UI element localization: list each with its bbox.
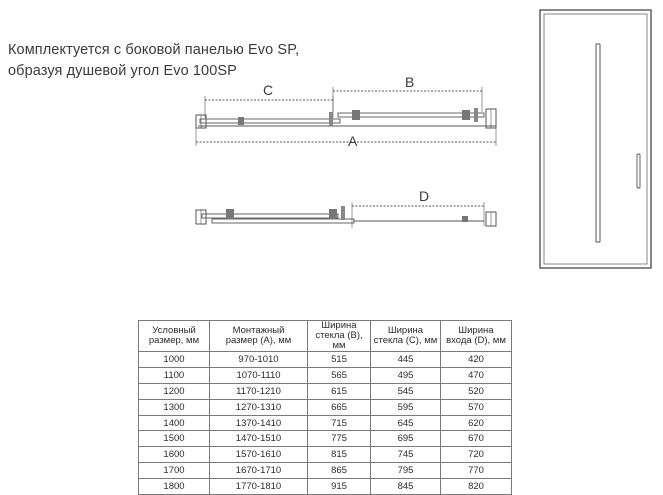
table-cell: 770 bbox=[441, 463, 512, 479]
dimension-d-label: D bbox=[419, 188, 430, 204]
table-cell: 915 bbox=[308, 479, 371, 495]
elevation-view bbox=[540, 10, 651, 268]
table-cell: 820 bbox=[441, 479, 512, 495]
plan-view-closed bbox=[196, 87, 496, 146]
table-cell: 670 bbox=[441, 431, 512, 447]
table-cell: 1170-1210 bbox=[210, 383, 308, 399]
header-entrance-width-d: Ширина входа (D), мм bbox=[441, 321, 512, 352]
table-cell: 520 bbox=[441, 383, 512, 399]
size-table bbox=[138, 320, 512, 495]
table-cell: 1270-1310 bbox=[210, 399, 308, 415]
table-cell: 1670-1710 bbox=[210, 463, 308, 479]
table-cell: 1470-1510 bbox=[210, 431, 308, 447]
table-cell: 1200 bbox=[139, 383, 210, 399]
table-cell: 865 bbox=[308, 463, 371, 479]
table-cell: 795 bbox=[371, 463, 441, 479]
table-row bbox=[139, 463, 512, 479]
table-cell: 1070-1110 bbox=[210, 367, 308, 383]
table-cell: 715 bbox=[308, 415, 371, 431]
table-cell: 445 bbox=[371, 352, 441, 368]
header-glass-width-b: Ширина стекла (B), мм bbox=[308, 321, 371, 352]
table-cell: 775 bbox=[308, 431, 371, 447]
table-cell: 420 bbox=[441, 352, 512, 368]
table-header-row bbox=[139, 321, 512, 352]
table-cell: 515 bbox=[308, 352, 371, 368]
table-cell: 1300 bbox=[139, 399, 210, 415]
header-mounting-size: Монтажный размер (А), мм bbox=[210, 321, 308, 352]
caption-line-1: Комплектуется с боковой панелью Evo SP, bbox=[8, 42, 300, 58]
header-glass-width-c: Ширина стекла (C), мм bbox=[371, 321, 441, 352]
table-row bbox=[139, 399, 512, 415]
table-cell: 620 bbox=[441, 415, 512, 431]
table-cell: 1370-1410 bbox=[210, 415, 308, 431]
table-cell: 745 bbox=[371, 447, 441, 463]
header-nominal-size: Условный размер, мм bbox=[139, 321, 210, 352]
table-cell: 1000 bbox=[139, 352, 210, 368]
table-row bbox=[139, 431, 512, 447]
table-cell: 1400 bbox=[139, 415, 210, 431]
dimension-b-label: B bbox=[405, 74, 415, 90]
table-cell: 695 bbox=[371, 431, 441, 447]
table-cell: 645 bbox=[371, 415, 441, 431]
dimension-c-label: C bbox=[263, 82, 274, 98]
door-handle bbox=[637, 154, 640, 188]
table-row bbox=[139, 415, 512, 431]
table-cell: 665 bbox=[308, 399, 371, 415]
table-row bbox=[139, 383, 512, 399]
table-cell: 1800 bbox=[139, 479, 210, 495]
table-cell: 815 bbox=[308, 447, 371, 463]
table-cell: 1100 bbox=[139, 367, 210, 383]
table-cell: 570 bbox=[441, 399, 512, 415]
table-row bbox=[139, 447, 512, 463]
table-cell: 720 bbox=[441, 447, 512, 463]
table-cell: 565 bbox=[308, 367, 371, 383]
table-cell: 595 bbox=[371, 399, 441, 415]
table-cell: 495 bbox=[371, 367, 441, 383]
table-row bbox=[139, 367, 512, 383]
table-cell: 1570-1610 bbox=[210, 447, 308, 463]
table-cell: 545 bbox=[371, 383, 441, 399]
table-row bbox=[139, 479, 512, 495]
table-cell: 1700 bbox=[139, 463, 210, 479]
table-row bbox=[139, 352, 512, 368]
table-cell: 1500 bbox=[139, 431, 210, 447]
table-cell: 970-1010 bbox=[210, 352, 308, 368]
table-cell: 845 bbox=[371, 479, 441, 495]
table-cell: 1600 bbox=[139, 447, 210, 463]
table-cell: 470 bbox=[441, 367, 512, 383]
table-cell: 1770-1810 bbox=[210, 479, 308, 495]
table-cell: 615 bbox=[308, 383, 371, 399]
plan-view-open bbox=[196, 202, 496, 228]
caption-line-2: образуя душевой угол Evo 100SP bbox=[8, 63, 237, 79]
dimension-a-label: A bbox=[348, 133, 358, 149]
